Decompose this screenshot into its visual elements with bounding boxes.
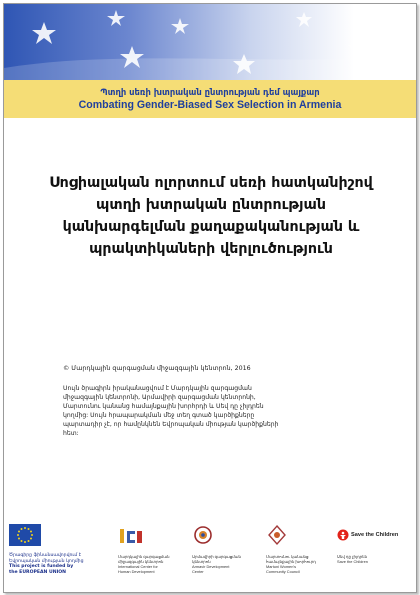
armavir-logo-icon <box>192 524 214 546</box>
martuni-caption <box>266 554 316 574</box>
disclaimer-line: Սույն ծրագիրն իրականացվում է Մարդկային զարգացման <box>63 385 252 392</box>
project-title-armenian: Պտղի սեռի խտրական ընտրության դեմ պայքար <box>100 87 320 97</box>
disclaimer-line: միջազգային կենտրոնի, Արմավիրի զարգացման կենտրոնի, <box>63 393 256 401</box>
caption-line: կենտրոն <box>192 559 211 564</box>
disclaimer-line: պարտադիր չէ, որ համընկնեն Եվրոպական միության կարծիքների <box>63 420 279 428</box>
ichd-logo-icon <box>118 524 144 546</box>
caption-line: Community Council <box>266 569 300 574</box>
eu-caption-line: the EUROPEAN UNION <box>9 569 67 575</box>
caption-line: Մարտունու կանանց <box>266 554 309 559</box>
ichd-block <box>118 524 170 574</box>
armavir-block <box>192 524 241 574</box>
save-the-children-logo <box>337 524 398 546</box>
caption-line: Սեվ դը չիլդրեն <box>337 554 368 559</box>
disclaimer-line: կողմից: Սույն հրապարակման մեջ տեղ գտած կարծիքները <box>63 411 255 419</box>
eu-flag-icon <box>9 524 41 546</box>
save-the-children-caption <box>337 554 398 564</box>
caption-line: Human Development <box>118 569 155 574</box>
eu-caption <box>9 553 84 575</box>
armavir-caption <box>192 554 241 574</box>
title-line: պրակտիկաների վերլուծություն <box>89 241 333 257</box>
title-line: կանխարգելման քաղաքականության և <box>62 219 360 235</box>
save-the-children-block <box>337 524 398 564</box>
caption-line: International Center for <box>118 564 158 569</box>
caption-line: Center <box>192 569 204 574</box>
disclaimer-paragraph <box>63 385 318 438</box>
eu-flag-banner <box>4 4 416 80</box>
copyright-notice: © Մարդկային զարգացման միջազգային կենտրոն, 2016 <box>63 365 251 372</box>
project-title-english: Combating Gender-Biased Sex Selection in Armenia <box>78 99 342 111</box>
caption-line: Martuni Women's <box>266 564 297 569</box>
disclaimer-line: հետ: <box>63 429 79 437</box>
caption-line: համայնքային խորհուրդ <box>266 559 316 564</box>
document-page <box>3 3 417 593</box>
eu-caption-line: This project is funded by <box>9 564 74 570</box>
title-line: Սոցիալական ոլորտում սեռի հատկանիշով <box>49 175 373 191</box>
document-title <box>26 172 396 260</box>
eu-block <box>9 524 84 575</box>
save-the-children-wordmark: Save the Children <box>351 532 399 538</box>
eu-stars-decoration <box>4 4 416 80</box>
project-title-stripe <box>4 80 416 118</box>
title-line: պտղի խտրական ընտրության <box>96 197 326 213</box>
caption-line: Save the Children <box>337 559 368 564</box>
eu-caption-line: Ծրագիրը ֆինանսավորվում է <box>9 553 82 558</box>
martuni-block <box>266 524 316 574</box>
martuni-logo-icon <box>266 524 288 546</box>
save-the-children-icon <box>337 529 349 541</box>
caption-line: Արմավիրի զարգացման <box>192 554 241 559</box>
disclaimer-line: Մարտունու կանանց համայնքային խորհրդի և Սեվ դը չիլդրեն <box>63 402 264 410</box>
partner-logos-footer <box>4 524 416 592</box>
ichd-caption <box>118 554 170 574</box>
eu-caption-line: Եվրոպական միության կողմից <box>9 558 84 564</box>
caption-line: միջազգային կենտրոն <box>118 559 164 564</box>
caption-line: Մարդկային զարգացման <box>118 554 170 559</box>
caption-line: Armavir Development <box>192 564 230 569</box>
